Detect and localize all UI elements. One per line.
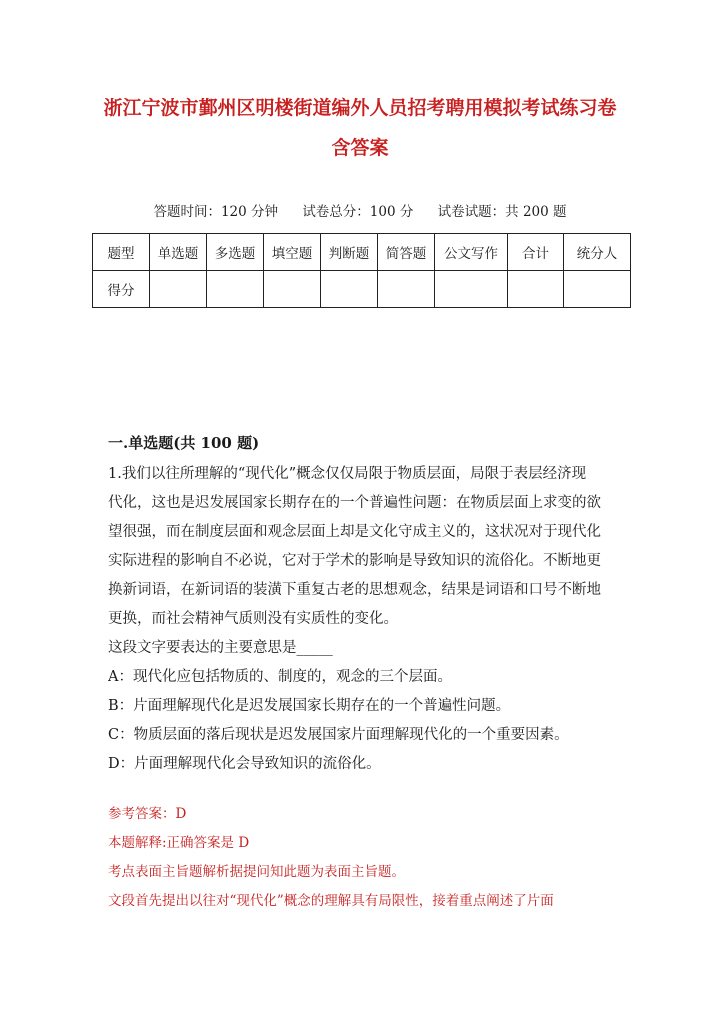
score-cell bbox=[321, 271, 378, 308]
question-stem-line: 换新词语，在新词语的装潢下重复古老的思想观念，结果是词语和口号不断地 bbox=[108, 582, 601, 598]
header-cell: 填空题 bbox=[264, 234, 321, 271]
exam-time: 答题时间：120 分钟 bbox=[153, 204, 279, 220]
score-table-header-row bbox=[93, 234, 631, 271]
score-cell bbox=[435, 271, 508, 308]
option-a: A：现代化应包括物质的、制度的，观念的三个层面。 bbox=[108, 669, 452, 685]
option-d: D：片面理解现代化会导致知识的流俗化。 bbox=[108, 756, 381, 772]
question-prompt: 这段文字要表达的主要意思是_____ bbox=[108, 640, 333, 656]
page-title: 浙江宁波市鄞州区明楼街道编外人员招考聘用模拟考试练习卷含答案 bbox=[103, 97, 617, 159]
header-cell: 简答题 bbox=[378, 234, 435, 271]
question-stem-line: 更换，而社会精神气质则没有实质性的变化。 bbox=[108, 611, 398, 627]
header-cell: 统分人 bbox=[564, 234, 631, 271]
question-block bbox=[108, 460, 618, 779]
answer-block bbox=[108, 800, 618, 916]
exam-question-count: 试卷试题：共 200 题 bbox=[437, 204, 567, 220]
score-cell bbox=[508, 271, 564, 308]
header-cell: 判断题 bbox=[321, 234, 378, 271]
answer-explanation: 本题解释:正确答案是 D bbox=[108, 835, 250, 851]
header-cell: 单选题 bbox=[150, 234, 207, 271]
exam-meta bbox=[90, 200, 630, 220]
reference-answer: 参考答案：D bbox=[108, 806, 187, 822]
score-cell bbox=[264, 271, 321, 308]
score-table bbox=[92, 233, 631, 308]
question-stem-line: 实际进程的影响自不必说，它对于学术的影响是导致知识的流俗化。不断地更 bbox=[108, 553, 601, 569]
header-cell: 合计 bbox=[508, 234, 564, 271]
score-cell bbox=[564, 271, 631, 308]
header-cell: 公文写作 bbox=[435, 234, 508, 271]
score-cell bbox=[207, 271, 264, 308]
option-b: B：片面理解现代化是迟发展国家长期存在的一个普遍性问题。 bbox=[108, 698, 511, 714]
question-stem-line: 代化，这也是迟发展国家长期存在的一个普遍性问题：在物质层面上求变的欲 bbox=[108, 495, 601, 511]
answer-point: 考点表面主旨题解析据提问知此题为表面主旨题。 bbox=[108, 864, 405, 880]
question-stem-line: 望很强，而在制度层面和观念层面上却是文化守成主义的，这状况对于现代化 bbox=[108, 524, 601, 540]
answer-analysis: 文段首先提出以往对“现代化”概念的理解具有局限性，接着重点阐述了片面 bbox=[108, 893, 554, 909]
score-table-score-row bbox=[93, 271, 631, 308]
section-title: 一.单选题(共 100 题) bbox=[108, 434, 260, 452]
header-cell: 多选题 bbox=[207, 234, 264, 271]
score-cell bbox=[378, 271, 435, 308]
question-stem-line: 1.我们以往所理解的“现代化”概念仅仅局限于物质层面，局限于表层经济现 bbox=[108, 466, 587, 482]
exam-total-score: 试卷总分：100 分 bbox=[302, 204, 414, 220]
row-label-cell: 得分 bbox=[93, 271, 150, 308]
score-cell bbox=[150, 271, 207, 308]
option-c: C：物质层面的落后现状是迟发展国家片面理解现代化的一个重要因素。 bbox=[108, 727, 569, 743]
header-cell: 题型 bbox=[93, 234, 150, 271]
